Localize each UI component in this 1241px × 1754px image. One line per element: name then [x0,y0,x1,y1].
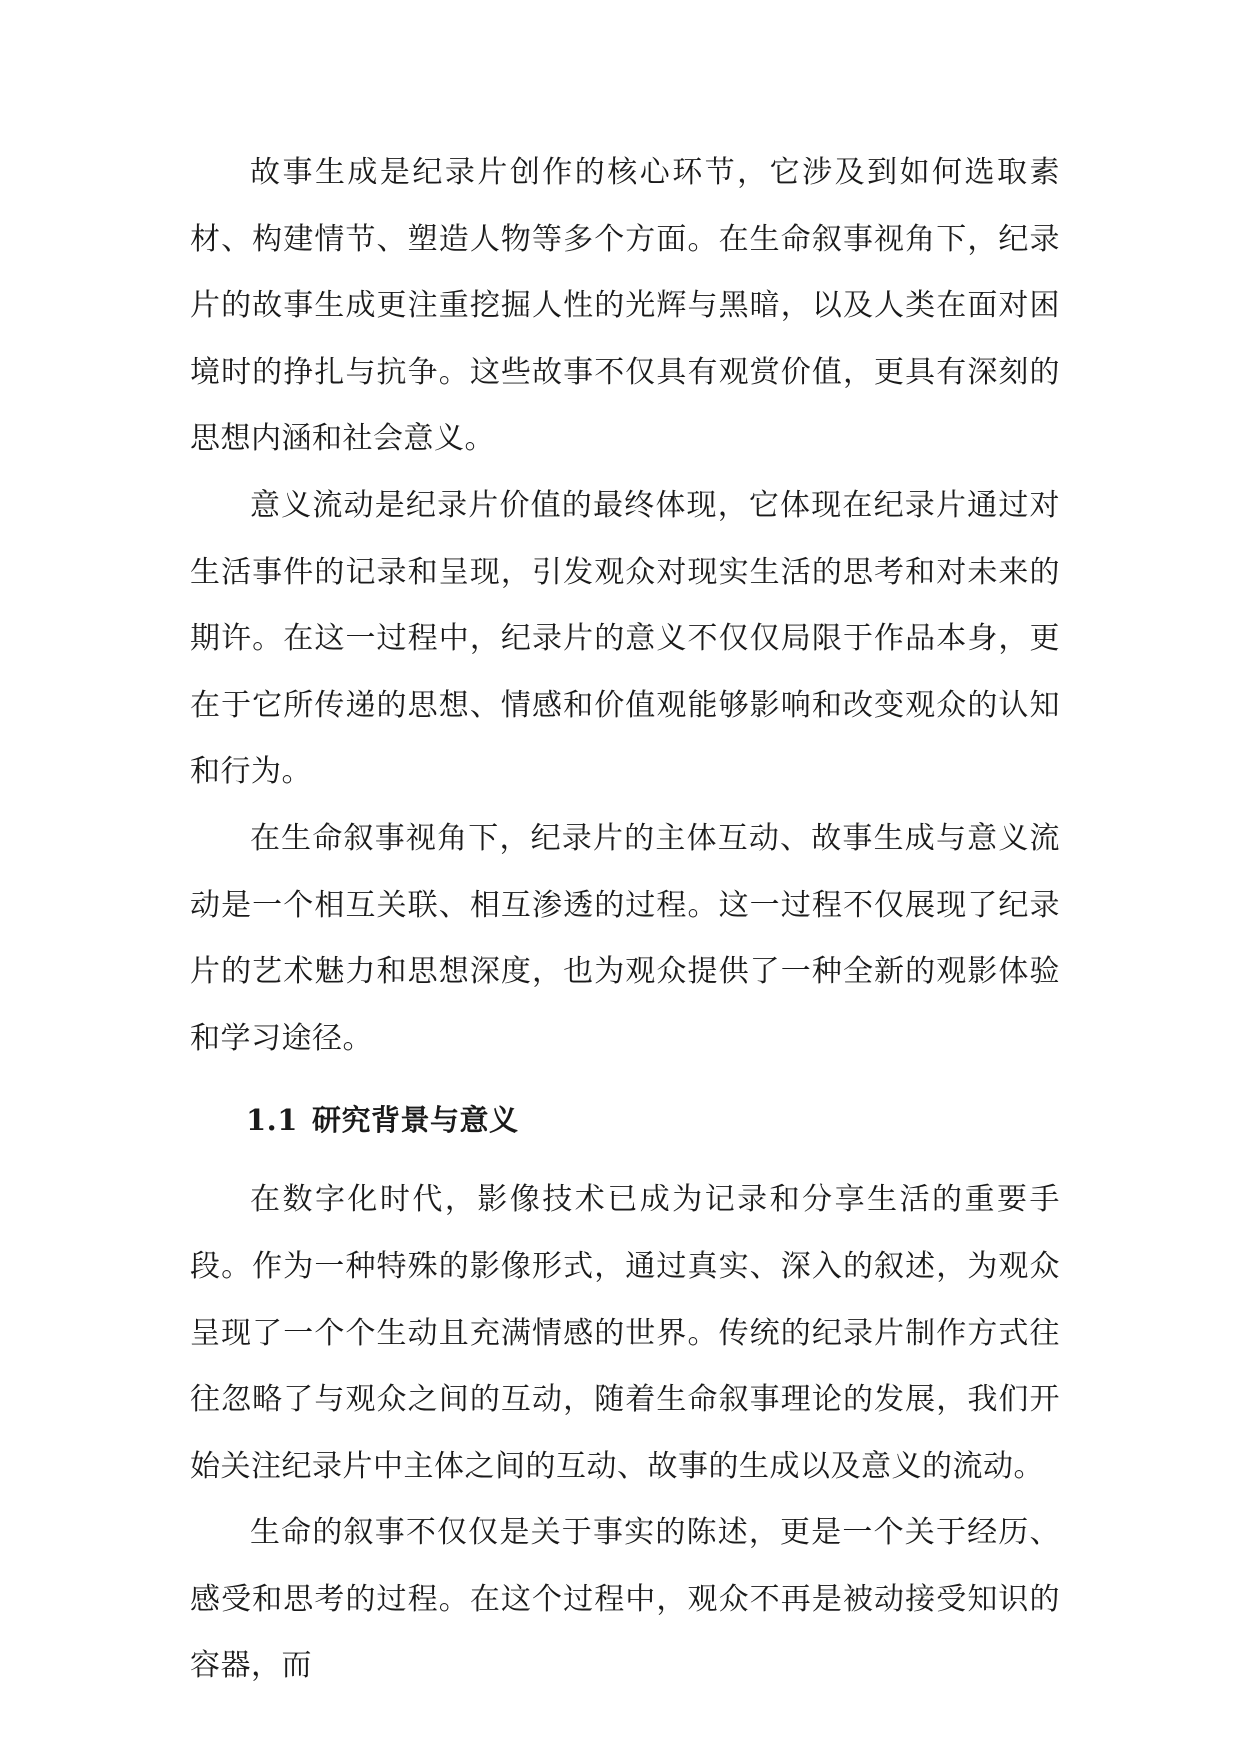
section-number: 1.1 [246,1103,298,1138]
paragraph-meaning-flow: 意义流动是纪录片价值的最终体现，它体现在纪录片通过对生活事件的记录和呈现，引发观众对现实生活的思考和对未来的期许。在这一过程中，纪录片的意义不仅仅局限于作品本身，更在于它所传递的思想、情感和价值观能够影响和改变观众的认知和行为。 [190,487,1060,790]
section-title: 研究背景与意义 [311,1103,519,1138]
document-body [190,140,1060,1700]
paragraph-life-narrative: 生命的叙事不仅仅是关于事实的陈述，更是一个关于经历、感受和思考的过程。在这个过程中，观众不再是被动接受知识的容器，而 [190,1515,1060,1684]
paragraph-story-generation: 故事生成是纪录片创作的核心环节，它涉及到如何选取素材、构建情节、塑造人物等多个方面。在生命叙事视角下，纪录片的故事生成更注重挖掘人性的光辉与黑暗，以及人类在面对困境时的挣扎与抗争。这些故事不仅具有观赏价值，更具有深刻的思想内涵和社会意义。 [190,155,1060,457]
paragraph-interaction-process: 在生命叙事视角下，纪录片的主体互动、故事生成与意义流动是一个相互关联、相互渗透的过程。这一过程不仅展现了纪录片的艺术魅力和思想深度，也为观众提供了一种全新的观影体验和学习途径。 [190,820,1060,1056]
section-heading [190,1072,1060,1167]
paragraph-digital-era: 在数字化时代，影像技术已成为记录和分享生活的重要手段。作为一种特殊的影像形式，通过真实、深入的叙述，为观众呈现了一个个生动且充满情感的世界。传统的纪录片制作方式往往忽略了与观众之间的互动，随着生命叙事理论的发展，我们开始关注纪录片中主体之间的互动、故事的生成以及意义的流动。 [190,1182,1060,1484]
